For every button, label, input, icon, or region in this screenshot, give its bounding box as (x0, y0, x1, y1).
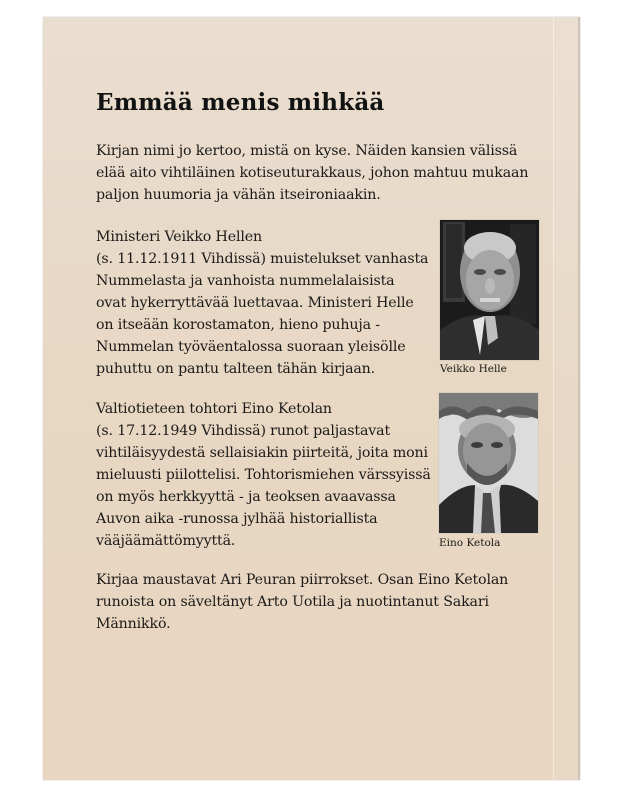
text-line: (s. 11.12.1911 Vihdissä) muistelukset vanhasta (96, 251, 429, 267)
portrait-image (440, 220, 539, 360)
text-line: mieluusti piilottelisi. Tohtorismiehen värssyissä (96, 467, 431, 483)
closing-paragraph (96, 569, 508, 635)
text-line: Valtiotieteen tohtori Eino Ketolan (96, 401, 332, 417)
portrait-image (439, 393, 538, 533)
text-line: Kirjan nimi jo kertoo, mistä on kyse. Näiden kansien välissä (96, 143, 518, 159)
text-line: ovat hykerryttävää luettavaa. Ministeri Helle (96, 295, 414, 311)
text-line: Auvon aika -runossa jylhää historiallista (96, 511, 378, 527)
text-line: runoista on säveltänyt Arto Uotila ja nuotintanut Sakari (96, 594, 489, 610)
portrait-photo-veikko-helle (439, 219, 540, 361)
text-line: elää aito vihtiläinen kotiseuturakkaus, johon mahtuu mukaan (96, 165, 529, 181)
text-line: Männikkö. (96, 616, 171, 632)
text-line: on itseään korostamaton, hieno puhuja - (96, 317, 380, 333)
cover-edge (578, 17, 580, 780)
text-line: vääjäämättömyyttä. (96, 533, 236, 549)
photo-caption-eino-ketola: Eino Ketola (439, 537, 501, 549)
spine-fold-line (553, 17, 554, 780)
text-line: Nummelan työväentalossa suoraan yleisölle (96, 339, 406, 355)
intro-paragraph (96, 140, 528, 206)
book-title-heading: Emmää menis mihkää (96, 89, 385, 116)
text-line: vihtiläisyydestä sellaisiakin piirteitä, joita moni (96, 445, 428, 461)
book-back-cover (43, 17, 580, 780)
text-line: on myös herkkyyttä - ja teoksen avaavassa (96, 489, 396, 505)
spine-shade (554, 17, 580, 780)
text-line: Kirjaa maustavat Ari Peuran piirrokset. Osan Eino Ketolan (96, 572, 509, 588)
portrait-photo-eino-ketola (438, 392, 539, 534)
text-line: (s. 17.12.1949 Vihdissä) runot paljastavat (96, 423, 390, 439)
text-line: puhuttu on pantu talteen tähän kirjaan. (96, 361, 376, 377)
helle-paragraph (96, 226, 428, 380)
text-line: Nummelasta ja vanhoista nummelalaisista (96, 273, 395, 289)
ketola-paragraph (96, 398, 431, 552)
photo-caption-veikko-helle: Veikko Helle (440, 363, 507, 375)
text-line: Ministeri Veikko Hellen (96, 229, 262, 245)
text-line: paljon huumoria ja vähän itseironiaakin. (96, 187, 381, 203)
